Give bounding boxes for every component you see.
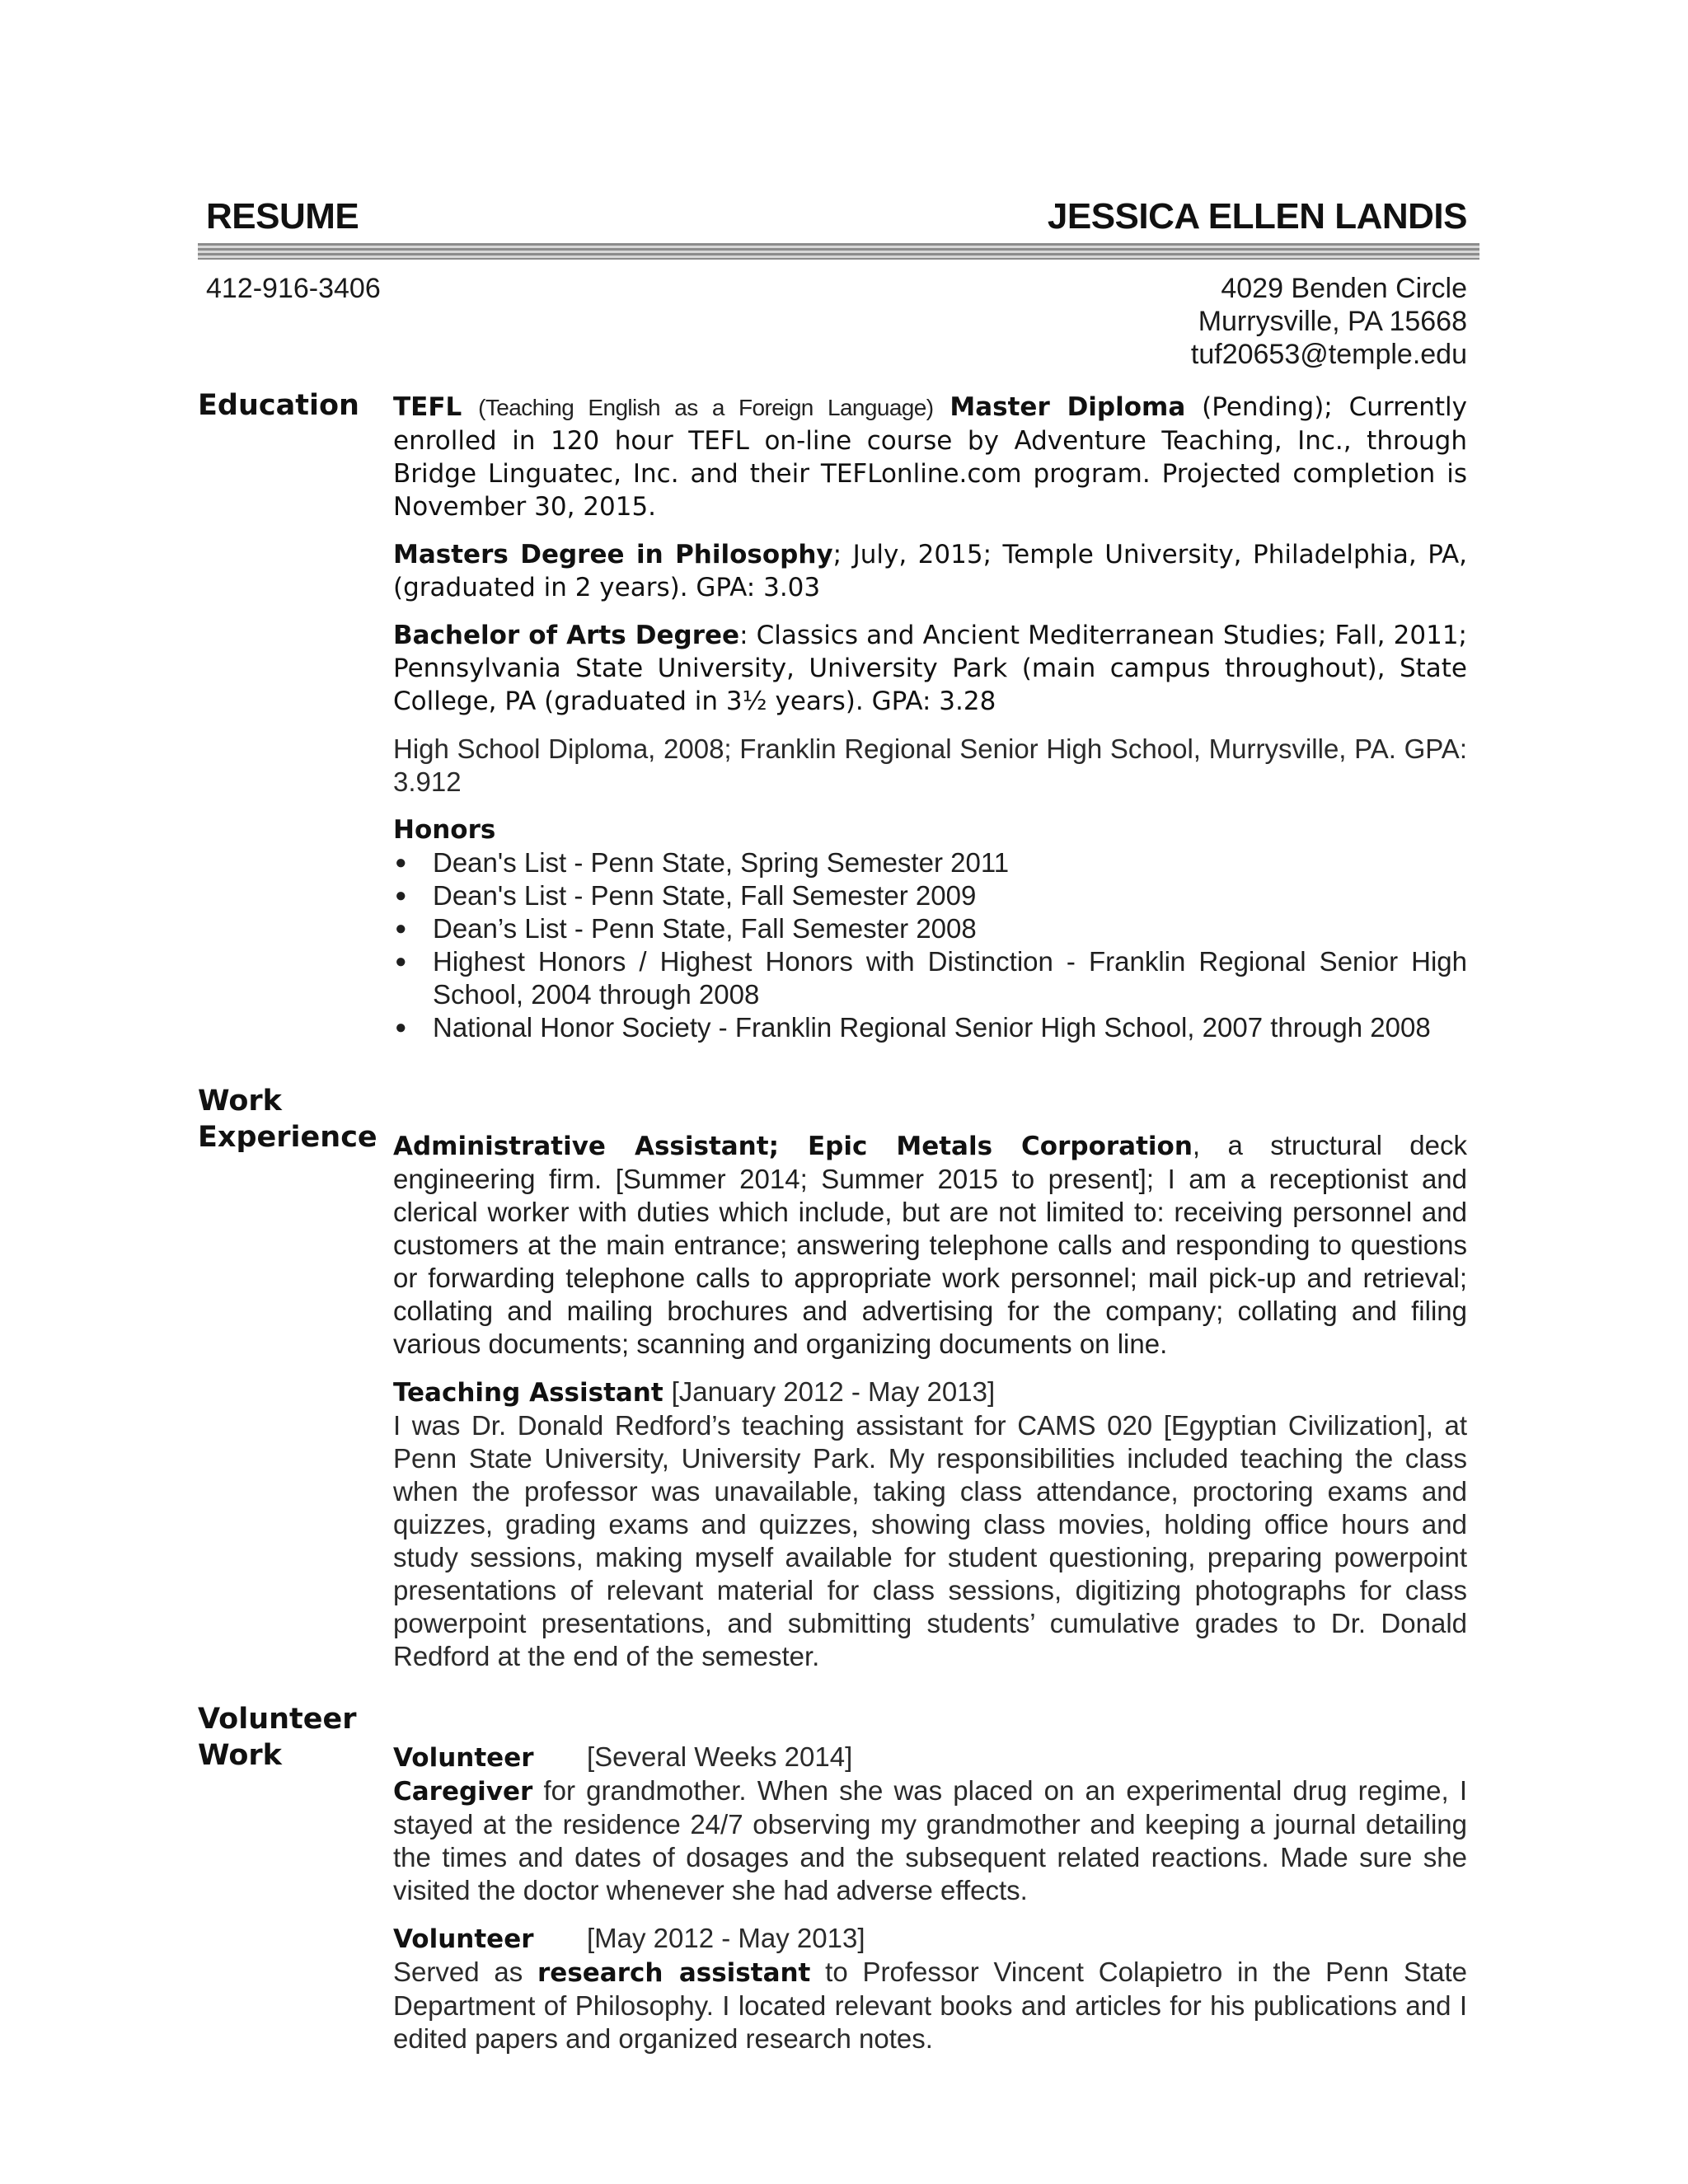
caregiver-description: for grandmother. When she was placed on an experimental drug regime, I stayed at the residence 24/7 observing my grandmother and keeping a journal detailing the times and dates of dosages and the subsequent related reactions. Made sure she visited the doctor whenever she had adverse effects. [393, 1775, 1467, 1905]
volunteer-entry-header [393, 1922, 1467, 1956]
masters-details: ; July, 2015; Temple University, Philadelphia, PA, (graduated in 2 years). GPA: 3.03 [393, 540, 1468, 602]
honors-item: ● Highest Honors / Highest Honors with Distinction - Franklin Regional Senior High School, 2004 through 2008 [393, 945, 1467, 1011]
address-street: 4029 Benden Circle [1221, 273, 1467, 304]
honors-item: ● Dean’s List - Penn State, Fall Semester 2008 [393, 912, 1467, 945]
honors-heading: Honors [393, 815, 496, 845]
address-city: Murrysville, PA 15668 [1198, 306, 1467, 337]
teaching-assistant-header [393, 1376, 1467, 1409]
education-section [393, 391, 1467, 1044]
high-school-entry: High School Diploma, 2008; Franklin Regional Senior High School, Murrysville, PA. GPA: 3.912 [393, 733, 1467, 797]
admin-assistant-title: Administrative Assistant; Epic Metals Corporation [393, 1132, 1193, 1161]
volunteer-section [393, 1741, 1467, 2055]
teaching-assistant-title: Teaching Assistant [393, 1378, 663, 1408]
header-rule [198, 243, 1479, 260]
bachelors-title: Bachelor of Arts Degree [393, 621, 740, 650]
applicant-name: JESSICA ELLEN LANDIS [1047, 196, 1467, 237]
tefl-degree: Master Diploma [950, 392, 1186, 422]
volunteer-entry-header [393, 1741, 1467, 1774]
section-volunteer-line2: Work [198, 1739, 282, 1772]
teaching-assistant-dates: [January 2012 - May 2013] [671, 1376, 996, 1407]
masters-title: Masters Degree in Philosophy [393, 540, 833, 569]
section-volunteer-line1: Volunteer [198, 1703, 357, 1736]
work-section [393, 1129, 1467, 1688]
volunteer-caregiver-details [393, 1774, 1467, 1907]
email-address: tuf20653@temple.edu [1190, 339, 1467, 370]
teaching-assistant-entry [393, 1376, 1467, 1673]
section-work-line2: Experience [198, 1121, 377, 1154]
volunteer-dates: [Several Weeks 2014] [587, 1741, 853, 1772]
caregiver-role: Caregiver [393, 1777, 533, 1807]
section-volunteer-heading [198, 1701, 387, 1774]
research-role: research assistant [537, 1958, 811, 1988]
tefl-details: (Pending); Currently enrolled in 120 hour TEFL on-line course by Adventure Teaching, Inc., through Bridge Linguatec, Inc. and their TEFLonline.com program. Projected completion is November 30, 2015. [393, 392, 1468, 522]
volunteer-label: Volunteer [393, 1924, 534, 1954]
resume-heading: RESUME [206, 196, 359, 237]
address-block [1191, 272, 1467, 371]
masters-entry [393, 538, 1467, 604]
phone-number: 412-916-3406 [206, 273, 381, 304]
admin-assistant-details: , a structural deck engineering firm. [Summer 2014; Summer 2015 to present]; I am a receptionist and clerical worker with duties which include, but are not limited to: receiving personnel and customers at the main entrance; answering telephone calls and responding to questions or forwarding telephone calls to appropriate work personnel; mail pick-up and retrieval; collating and mailing brochures and advertising for the company; collating and filing various documents; scanning and organizing documents on line. [393, 1130, 1467, 1359]
volunteer-label: Volunteer [393, 1743, 534, 1773]
volunteer-entry-caregiver [393, 1741, 1467, 1907]
tefl-title: TEFL [393, 392, 462, 422]
volunteer-entry-research [393, 1922, 1467, 2055]
research-description: to Professor Vincent Colapietro in the Penn State Department of Philosophy. I located relevant books and articles for his publications and I edited papers and organized research notes. [393, 1957, 1468, 2054]
section-education-heading: Education [198, 389, 359, 422]
tefl-entry [393, 391, 1467, 523]
bachelors-entry [393, 619, 1467, 718]
honors-item: ● Dean's List - Penn State, Fall Semester 2009 [393, 879, 1467, 912]
honors-item: ● Dean's List - Penn State, Spring Semester 2011 [393, 846, 1467, 879]
honors-list [393, 846, 1467, 1044]
tefl-expansion: (Teaching English as a Foreign Language) [478, 395, 934, 420]
volunteer-dates: [May 2012 - May 2013] [587, 1923, 865, 1953]
bachelors-details: : Classics and Ancient Mediterranean Studies; Fall, 2011; Pennsylvania State University, University Park (main campus throughout), State College, PA (graduated in 3½ years). GPA: 3.28 [393, 621, 1467, 716]
admin-assistant-entry [393, 1129, 1467, 1361]
section-work-heading [198, 1083, 387, 1155]
teaching-assistant-details: I was Dr. Donald Redford’s teaching assistant for CAMS 020 [Egyptian Civilization], at Penn State University, University Park. My responsibilities included teaching the class when the professor was unavailable, taking class attendance, proctoring exams and quizzes, grading exams and quizzes, showing class movies, holding office hours and study sessions, making myself available for student questioning, preparing powerpoint presentations of relevant material for class sessions, digitizing photographs for class powerpoint presentations, and submitting students’ cumulative grades to Dr. Donald Redford at the end of the semester. [393, 1410, 1467, 1671]
research-prefix: Served as [393, 1957, 537, 1987]
volunteer-research-details [393, 1956, 1467, 2055]
honors-item: ● National Honor Society - Franklin Regional Senior High School, 2007 through 2008 [393, 1011, 1467, 1044]
section-work-line1: Work [198, 1085, 282, 1118]
